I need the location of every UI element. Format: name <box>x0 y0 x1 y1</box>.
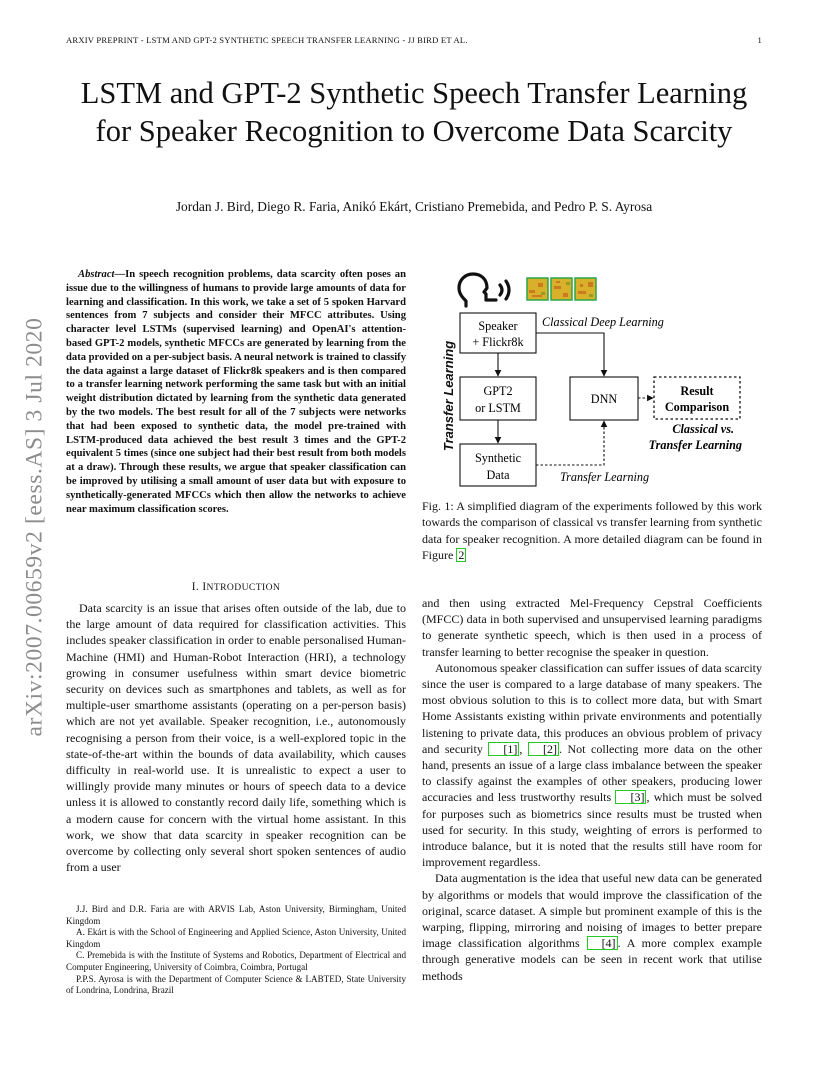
arxiv-stamp-text: arXiv:2007.00659v2 [eess.AS] 3 Jul 2020 <box>21 317 48 737</box>
section-title-rest: NTRODUCTION <box>206 582 281 593</box>
citation-4-link[interactable]: [4] <box>587 936 618 950</box>
text-run: . A more complex example through generative models can be seen in recent work that utilise methods <box>422 936 762 983</box>
section-numeral: I. <box>191 581 200 593</box>
classical-vs-label-2: Transfer Learning <box>648 438 742 452</box>
left-column-body <box>66 600 406 875</box>
box-result-label-1: Result <box>680 384 714 398</box>
box-result-label-2: Comparison <box>664 400 730 414</box>
transfer-learning-bottom-label: Transfer Learning <box>560 470 650 484</box>
transfer-learning-vertical-label: Transfer Learning <box>441 340 456 452</box>
section-heading-introduction <box>66 581 406 593</box>
box-dnn-label: DNN <box>590 392 618 406</box>
box-speaker-label-2: + Flickr8k <box>472 335 524 349</box>
intro-paragraph-3 <box>422 870 762 983</box>
affiliation-footnotes <box>66 904 406 997</box>
paper-title: LSTM and GPT-2 Synthetic Speech Transfer Learning for Speaker Recognition to Overcome Data Scarcity <box>80 76 748 148</box>
abstract <box>66 268 406 516</box>
section-first-letter: I <box>202 581 207 593</box>
figure-1-caption <box>422 498 762 564</box>
box-synthetic-label-1: Synthetic <box>474 451 522 465</box>
intro-paragraph-1: Data scarcity is an issue that arises often outside of the lab, due to the large amount of data required for classification activities. This includes speaker classification in order to enable personalised Human-Machine (HMI) and Human-Robot Interaction (HRI), a technology growing in consumer usefulness within smart device biometric security on devices such as smartphones and tablets, as well as for multiple-user smarthome assistants (operating on a per-person basis) which are not yet available. Speaker recognition, i.e., autonomously recognising a person from their voice, is a well-explored topic in the state-of-the-art within the bounds of data availability, which causes difficulty in real-world use. It is unrealistic to expect a user to willingly provide many minutes or hours of speech data to a device unless it is allowed to constantly record daily life, something which is a modern cause for concern with the virtual home assistant. In this work, we show that data scarcity in speaker recognition can be overcome by collecting only several short spoken sentences of audio from a user <box>66 601 406 875</box>
author-list: Jordan J. Bird, Diego R. Faria, Anikó Ekárt, Cristiano Premebida, and Pedro P. S. Ayrosa <box>175 199 653 214</box>
box-model-label-1: GPT2 <box>483 384 513 398</box>
spectrogram-icon <box>527 278 596 300</box>
footnote-3: C. Premebida is with the Institute of Systems and Robotics, Department of Electrical and Computer Engineering, University of Coimbra, Coimbra, Portugal <box>66 950 406 972</box>
citation-3-link[interactable]: [3] <box>615 790 646 804</box>
caption-text: A simplified diagram of the experiments followed by this work towards the comparison of classical vs transfer learning from synthetic data for speaker recognition. A more detailed diagram can be found in Figure <box>422 499 763 563</box>
text-run: Autonomous speaker classification can suffer issues of data scarcity since the user is compared to a large database of many speakers. The most obvious solution to this is to collect more data, but with Smart Home Assistants existing within private environments and potentially listening to private data, this produces an obvious problem of privacy and security <box>422 660 762 756</box>
footnote-4: P.P.S. Ayrosa is with the Department of Computer Science & LABTED, State University of Londrina, Londrina, Brazil <box>66 973 406 996</box>
abstract-label: Abstract <box>78 269 115 280</box>
classical-vs-label-1: Classical vs. <box>672 422 734 436</box>
box-synthetic-label-2: Data <box>486 468 510 482</box>
box-model-label-2: or LSTM <box>475 401 521 415</box>
arrow-classical-to-dnn <box>536 333 604 376</box>
abstract-text: —In speech recognition problems, data scarcity often poses an issue due to the willingness of humans to provide large amounts of data for learning and classification. In this work, we take a set of 5 spoken Harvard sentences from 7 subjects and consider their MFCC attributes. Using character level LSTMs (supervised learning) and OpenAI's attention-based GPT-2 models, synthetic MFCCs are generated by learning from the data provided on a per-subject basis. A neural network is trained to classify the data against a large dataset of Flickr8k speakers and is then compared to a transfer learning network performing the same task but with an initial weight distribution dictated by learning from the synthetic data generated by the two models. The best result for all of the 7 subjects were networks that had been exposed to synthetic data, the model pre-trained with LSTM-produced data achieved the best result 3 times and the GPT-2 equivalent 5 times (since one subject had their best result from both models at a draw). Through these results, we argue that speaker classification can be improved by utilising a small amount of user data but with exposure to synthetically-generated MFCCs which then allow the networks to achieve near maximum classification scores. <box>66 269 406 515</box>
arxiv-stamp <box>18 291 52 763</box>
text-run: . Not collecting more data on the other hand, presents an issue of a large class imbalance between the speaker to classify against the examples of other speakers, producing lower accuracies and less trustworthy results <box>422 741 763 805</box>
intro-paragraph-continued: and then using extracted Mel-Frequency Cepstral Coefficients (MFCC) data in both supervised and unsupervised learning paradigms to generate synthetic speech, which is then used in a process of transfer learning to better recognise the speaker in question. <box>422 596 762 659</box>
speaking-head-icon <box>459 274 509 306</box>
box-speaker-label-1: Speaker <box>478 319 518 333</box>
page-number: 1 <box>757 35 762 45</box>
intro-paragraph-2 <box>422 660 762 871</box>
citation-1-link[interactable]: [1] <box>488 742 519 756</box>
text-run: Data augmentation is the idea that useful new data can be generated by algorithms or models that would improve the classification of the original, scarce dataset. A simple but prominent example of this is the warping, flipping, mirroring and noising of images to better prepare image classification algorithms <box>422 871 762 951</box>
text-run: , <box>519 741 528 756</box>
arrow-synthetic-to-dnn <box>536 421 604 465</box>
citation-2-link[interactable]: [2] <box>528 742 559 756</box>
footnote-2: A. Ekárt is with the School of Engineering and Applied Science, Aston University, United Kingdom <box>66 927 406 949</box>
figure-1-diagram <box>438 266 750 490</box>
right-column-body <box>422 595 762 984</box>
figure-2-link[interactable]: 2 <box>458 548 465 563</box>
text-run: , which must be solved for purposes such as biometrics since results must be trusted when used for security. In this study, weighting of errors is performed to introduce balance, but it is noted that the results still have room for improvement regardless. <box>422 790 762 870</box>
running-header <box>66 35 762 45</box>
running-title: ARXIV PREPRINT - LSTM AND GPT-2 SYNTHETIC SPEECH TRANSFER LEARNING - JJ BIRD ET AL. <box>66 35 468 45</box>
caption-label: Fig. 1: <box>422 499 454 513</box>
classical-deep-learning-label: Classical Deep Learning <box>542 315 664 329</box>
footnote-1: J.J. Bird and D.R. Faria are with ARVIS Lab, Aston University, Birmingham, United Kingdom <box>66 904 406 926</box>
